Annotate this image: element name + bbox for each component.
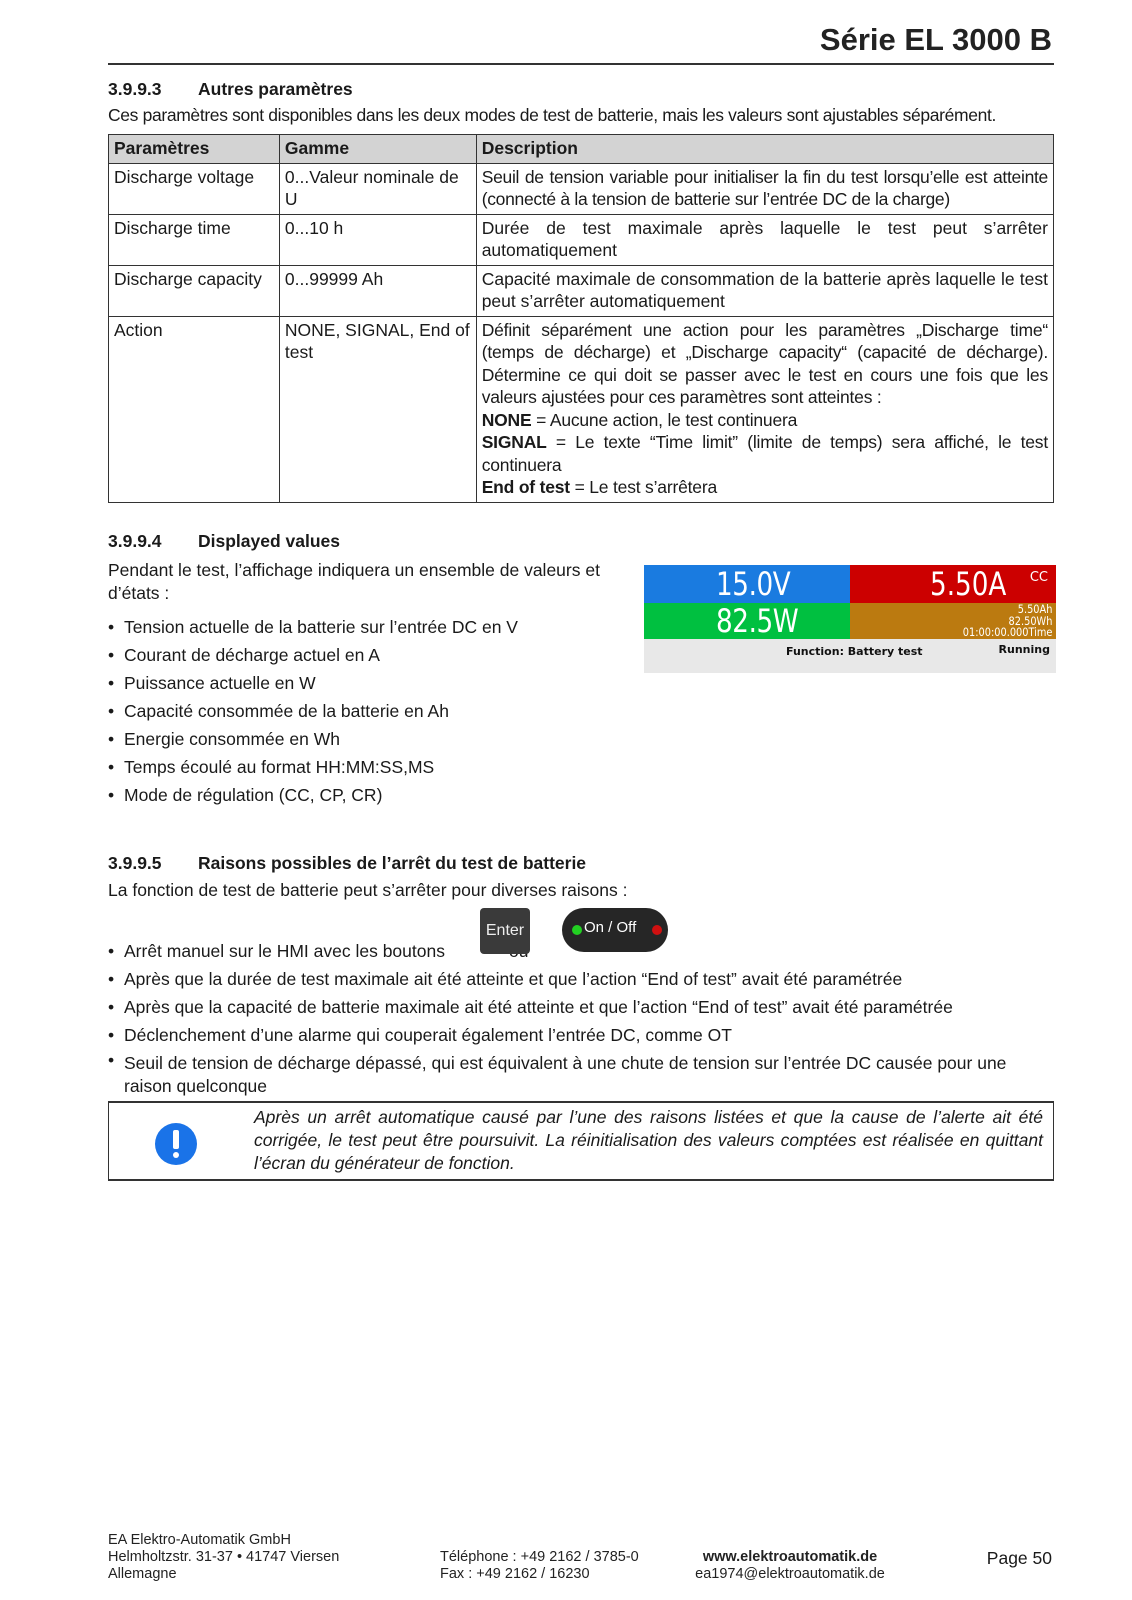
- on-off-button-image: [562, 908, 668, 952]
- power-value: 82.5W: [716, 602, 799, 640]
- red-led-icon: [652, 925, 662, 935]
- section-number: 3.9.9.4: [108, 531, 162, 551]
- extra-values-panel: [850, 603, 1056, 639]
- list-item: • Courant de décharge actuel en A: [108, 641, 518, 669]
- status-label: Running: [998, 643, 1050, 656]
- voltage-panel: [644, 565, 850, 603]
- energy-value: 82.50Wh: [1008, 613, 1052, 628]
- section-intro-3995: La fonction de test de batterie peut s’arrêter pour diverses raisons :: [108, 880, 628, 900]
- param-description: Capacité maximale de consommation de la batterie après laquelle le test peut s’arrêter automatiquement: [476, 265, 1053, 316]
- status-bar: [644, 639, 1056, 661]
- param-description: Durée de test maximale après laquelle le test peut s’arrêter automatiquement: [476, 214, 1053, 265]
- param-description: Seuil de tension variable pour initialiser la fin du test lorsqu’elle est atteinte (connecté à la tension de batterie sur l’entrée DC de la charge): [476, 163, 1053, 214]
- list-item: • Déclenchement d’une alarme qui couperait également l’entrée DC, comme OT: [108, 1021, 1054, 1049]
- footer-company: EA Elektro-Automatik GmbH: [108, 1532, 291, 1548]
- list-item: • Energie consommée en Wh: [108, 725, 518, 753]
- footer-contact: [440, 1549, 639, 1583]
- table-row: [109, 214, 1054, 265]
- column-header: Description: [476, 135, 1053, 164]
- footer-email-link[interactable]: ea1974@elektroautomatik.de: [695, 1566, 885, 1582]
- time-value: 01:00:00.000Time: [962, 625, 1052, 639]
- parameters-table: [108, 134, 1054, 503]
- section-heading-3994: [108, 531, 340, 552]
- document-series-title: Série EL 3000 B: [819, 22, 1052, 57]
- param-range: NONE, SIGNAL, End of test: [279, 316, 476, 502]
- column-header: Gamme: [279, 135, 476, 164]
- extra-values: [962, 604, 1052, 639]
- list-item: • Après que la capacité de batterie maximale ait été atteinte et que l’action “End of test” avait été paramétrée: [108, 993, 1054, 1021]
- section-intro-3994: Pendant le test, l’affichage indiquera un ensemble de valeurs et d’états :: [108, 560, 600, 603]
- section-title: Raisons possibles de l’arrêt du test de batterie: [198, 853, 587, 873]
- regulation-mode: CC: [1029, 570, 1048, 585]
- param-name: Discharge capacity: [109, 265, 280, 316]
- section-number: 3.9.9.3: [108, 79, 162, 99]
- list-item: • Seuil de tension de décharge dépassé, qui est équivalent à une chute de tension sur l’entrée DC causée pour une raison quelconque: [108, 1049, 1054, 1098]
- action-option-none: NONE = Aucune action, le test continuera: [481, 409, 798, 430]
- footer-street: Helmholtzstr. 31-37 • 41747 Viersen: [108, 1549, 340, 1565]
- battery-test-display: [644, 565, 1056, 673]
- table-header-row: [109, 135, 1054, 164]
- param-name: Action: [109, 316, 280, 502]
- param-range: 0...99999 Ah: [279, 265, 476, 316]
- displayed-values-list: [108, 613, 518, 809]
- section-number: 3.9.9.5: [108, 853, 162, 873]
- param-description-cell: [476, 316, 1053, 502]
- footer-address: [108, 1532, 339, 1583]
- footer-web: [690, 1549, 890, 1583]
- table-row: [109, 163, 1054, 214]
- param-name: Discharge time: [109, 214, 280, 265]
- footer-fax: Fax : +49 2162 / 16230: [440, 1566, 590, 1582]
- function-label: Function: Battery test: [786, 645, 923, 658]
- manual-stop-text: Arrêt manuel sur le HMI avec les boutons: [124, 941, 445, 961]
- list-item: • Puissance actuelle en W: [108, 669, 518, 697]
- footer-country: Allemagne: [108, 1566, 177, 1582]
- param-range: 0...Valeur nominale de U: [279, 163, 476, 214]
- param-name: Discharge voltage: [109, 163, 280, 214]
- param-range: 0...10 h: [279, 214, 476, 265]
- footer-phone: Téléphone : +49 2162 / 3785-0: [440, 1549, 639, 1565]
- list-item: • Temps écoulé au format HH:MM:SS,MS: [108, 753, 518, 781]
- capacity-value: 5.50Ah: [1017, 602, 1052, 616]
- green-led-icon: [572, 925, 582, 935]
- enter-button-image: Enter: [480, 908, 530, 954]
- list-item: • Capacité consommée de la batterie en Ah: [108, 697, 518, 725]
- action-option-signal: SIGNAL = Le texte “Time limit” (limite de temps) sera affiché, le test continuera: [481, 432, 1048, 475]
- current-value: 5.50A: [930, 565, 1007, 603]
- section-title: Displayed values: [198, 531, 341, 551]
- column-header: Paramètres: [109, 135, 280, 164]
- list-item: • Après que la durée de test maximale ait été atteinte et que l’action “End of test” avait été paramétrée: [108, 965, 1054, 993]
- section-intro-3993: Ces paramètres sont disponibles dans les deux modes de test de batterie, mais les valeurs sont ajustables séparément.: [108, 105, 997, 125]
- list-item: • Mode de régulation (CC, CP, CR): [108, 781, 518, 809]
- list-item: • Tension actuelle de la batterie sur l’entrée DC en V: [108, 613, 518, 641]
- stop-reasons-list: [108, 937, 1054, 1098]
- header-divider: [108, 63, 1054, 65]
- note-box: [108, 1101, 1054, 1181]
- table-row: [109, 265, 1054, 316]
- voltage-value: 15.0V: [716, 565, 791, 603]
- footer-website-link[interactable]: www.elektroautomatik.de: [702, 1549, 878, 1565]
- current-panel: [850, 565, 1056, 603]
- param-description: Définit séparément une action pour les paramètres „Discharge time“ (temps de décharge) et „Discharge capacity“ (capacité de décharge). Détermine ce qui doit se passer avec le test en cours une fois que les valeurs ajustées pour ces paramètres sont atteintes :: [481, 319, 1048, 407]
- table-row: [109, 316, 1054, 502]
- note-text: Après un arrêt automatique causé par l’une des raisons listées et que la cause de l’alerte ait été corrigée, le test peut être poursuivit. La réinitialisation des valeurs comptées est réalisée en quittant l’écran du générateur de fonction.: [254, 1107, 1043, 1173]
- page-number: Page 50: [986, 1548, 1052, 1568]
- section-heading-3993: [108, 79, 353, 100]
- action-option-end-of-test: End of test = Le test s’arrêtera: [481, 477, 717, 497]
- power-panel: [644, 603, 850, 639]
- on-off-label: On / Off: [584, 919, 637, 936]
- exclamation-icon: [155, 1123, 197, 1165]
- section-heading-3995: [108, 853, 586, 874]
- section-title: Autres paramètres: [198, 79, 353, 99]
